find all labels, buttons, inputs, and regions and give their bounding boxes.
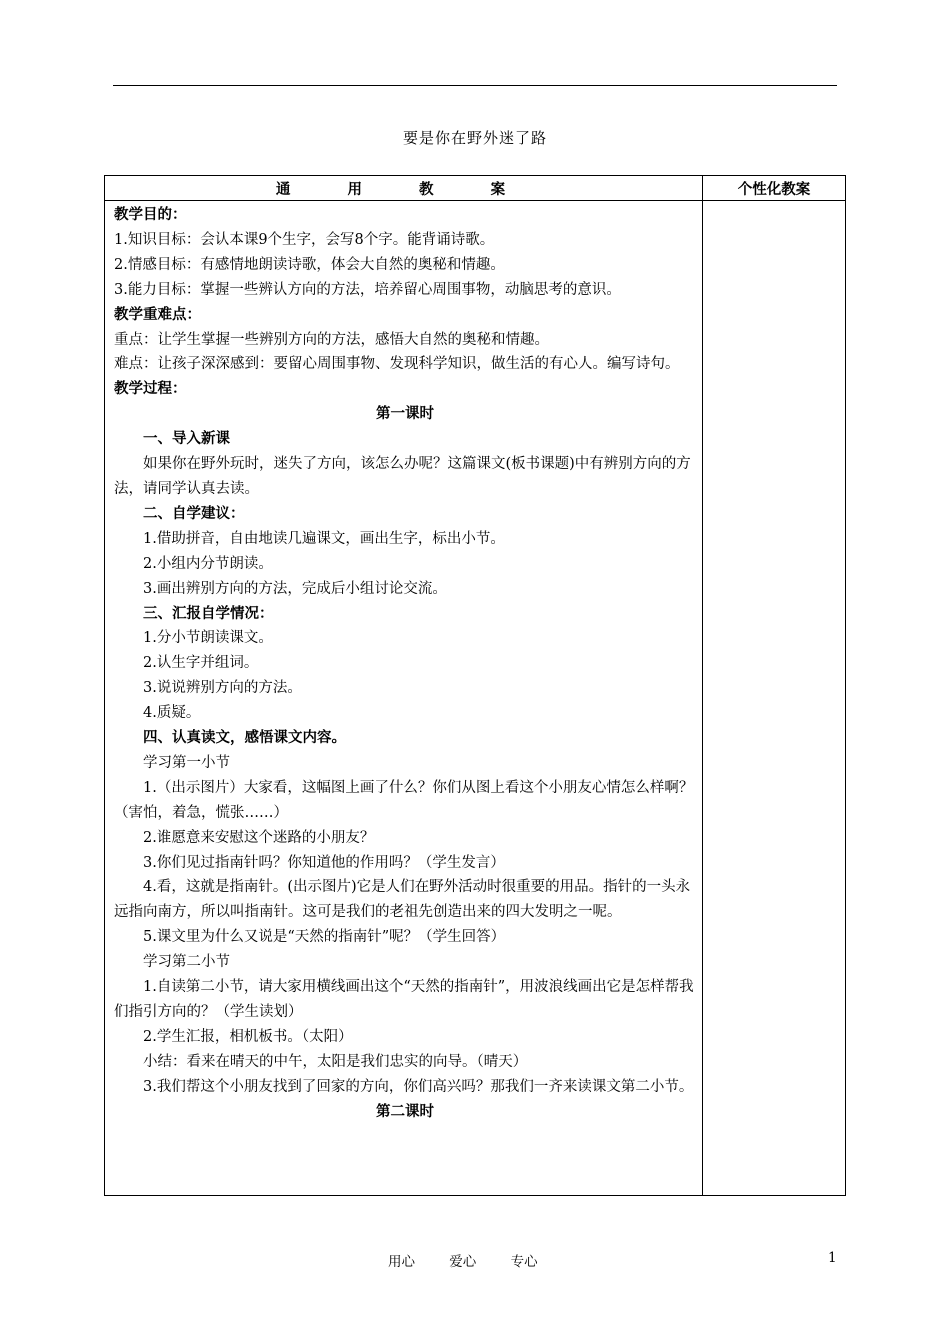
content-line: 1.借助拼音，自由地读几遍课文，画出生字，标出小节。 [143, 530, 505, 547]
footer-motto [388, 1250, 568, 1270]
column-header-personal-plan: 个性化教案 [703, 176, 846, 201]
content-line: 2.情感目标：有感情地朗读诗歌，体会大自然的奥秘和情趣。 [114, 256, 505, 273]
content-line: 2.认生字并组词。 [143, 655, 259, 672]
content-line: 2.学生汇报，相机板书。（太阳） [143, 1028, 353, 1045]
content-line: 2.谁愿意来安慰这个迷路的小朋友？ [143, 829, 375, 846]
content-line: 3.画出辨别方向的方法，完成后小组讨论交流。 [143, 580, 447, 597]
content-line: 学习第二小节 [143, 954, 230, 971]
content-line: 教学过程： [114, 380, 187, 398]
content-line: 4.看，这就是指南针。(出示图片)它是人们在野外活动时很重要的用品。指针的一头永远指向南方，所以叫指南针。这可是我们的老祖先创造出来的四大发明之一呢。 [114, 879, 691, 921]
content-line: 学习第一小节 [143, 754, 230, 771]
content-line: 重点：让学生掌握一些辨别方向的方法，感悟大自然的奥秘和情趣。 [114, 331, 549, 348]
lesson-plan-table [104, 175, 846, 1196]
content-line: 3.说说辨别方向的方法。 [143, 680, 302, 697]
content-line: 小结：看来在晴天的中午，太阳是我们忠实的向导。（晴天） [143, 1053, 528, 1070]
content-line: 1.分小节朗读课文。 [143, 630, 273, 647]
content-line: 3.我们帮这个小朋友找到了回家的方向，你们高兴吗？那我们一齐来读课文第二小节。 [143, 1078, 694, 1095]
content-line: 5.课文里为什么又说是“天然的指南针”呢？（学生回答） [143, 929, 506, 946]
content-line: 教学目的： [114, 206, 187, 223]
content-line: 2.小组内分节朗读。 [143, 555, 273, 572]
column-header-general-plan: 通 用 教 案 [105, 176, 703, 201]
content-line: 教学重难点： [114, 305, 201, 323]
personal-plan-content [703, 201, 846, 1196]
content-line: 4.质疑。 [143, 705, 201, 722]
footer-motto-3: 专心 [510, 1254, 538, 1270]
content-line: 第一课时 [376, 405, 434, 423]
content-line: 1.（出示图片）大家看，这幅图上画了什么？你们从图上看这个小朋友心情怎么样啊？（害怕，着急，慌张……） [114, 779, 694, 821]
content-line: 一、导入新课 [143, 430, 230, 448]
content-line: 1.知识目标：会认本课9个生字，会写8个字。能背诵诗歌。 [114, 231, 495, 248]
document-title: 要是你在野外迷了路 [402, 129, 547, 147]
content-line: 第二课时 [376, 1102, 434, 1120]
content-line: 如果你在野外玩时，迷失了方向，该怎么办呢？这篇课文(板书课题)中有辨别方向的方法，请同学认真去读。 [114, 456, 691, 497]
content-line: 三、汇报自学情况： [143, 604, 274, 622]
general-plan-content [105, 201, 703, 1196]
content-line: 3.你们见过指南针吗？你知道他的作用吗？（学生发言） [143, 854, 505, 871]
content-line: 3.能力目标：掌握一些辨认方向的方法，培养留心周围事物，动脑思考的意识。 [114, 281, 621, 298]
header-rule [113, 85, 837, 86]
page-number: 1 [828, 1250, 837, 1266]
content-line: 二、自学建议： [143, 504, 245, 522]
content-line: 四、认真读文，感悟课文内容。 [143, 729, 346, 747]
content-line: 难点：让孩子深深感到：要留心周围事物、发现科学知识，做生活的有心人。编写诗句。 [114, 356, 680, 373]
footer-motto-2: 爱心 [449, 1254, 477, 1270]
footer-motto-1: 用心 [388, 1254, 415, 1270]
content-line: 1.自读第二小节，请大家用横线画出这个“天然的指南针”，用波浪线画出它是怎样帮我们指引方向的？（学生读划） [114, 979, 694, 1020]
